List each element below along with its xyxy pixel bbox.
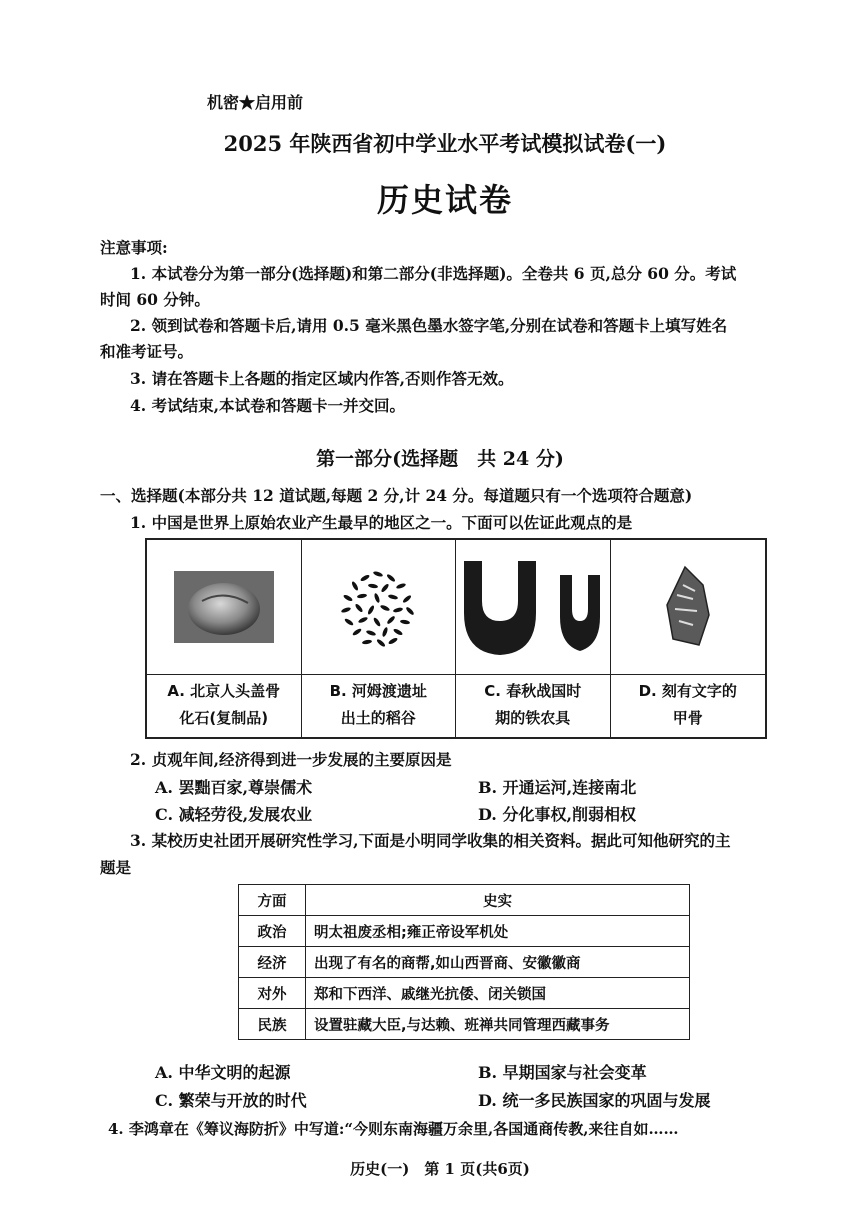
notice-item: 4. 考试结束,本试卷和答题卡一并交回。 (130, 396, 405, 415)
option-c-cell (456, 540, 611, 737)
notice-item: 时间 60 分钟。 (100, 290, 210, 309)
option-a-label: A. 北京人头盖骨 (167, 682, 281, 700)
question-1-stem: 1. 中国是世界上原始农业产生最早的地区之一。下面可以佐证此观点的是 (130, 513, 633, 532)
oracle-bone-image (611, 540, 766, 675)
option-c-label: C. 春秋战国时 (484, 682, 582, 700)
option-b: B. 开通运河,连接南北 (478, 778, 637, 797)
table-cell: 对外 (239, 978, 306, 1009)
confidential-label: 机密★启用前 (207, 93, 304, 112)
notice-item: 和准考证号。 (100, 342, 194, 361)
question-3-table (238, 884, 690, 1040)
table-row (239, 947, 690, 978)
table-cell: 出现了有名的商帮,如山西晋商、安徽徽商 (306, 947, 690, 978)
notice-item: 1. 本试卷分为第一部分(选择题)和第二部分(非选择题)。全卷共 6 页,总分 60 分。考试 (130, 264, 737, 283)
option-c: C. 繁荣与开放的时代 (155, 1091, 307, 1110)
option-c-label: 期的铁农具 (495, 709, 571, 727)
option-d: D. 分化事权,削弱相权 (478, 805, 637, 824)
option-a: A. 罢黜百家,尊崇儒术 (155, 778, 313, 797)
option-d-label: 甲骨 (672, 709, 703, 727)
notice-item: 3. 请在答题卡上各题的指定区域内作答,否则作答无效。 (130, 369, 514, 388)
table-cell: 经济 (239, 947, 306, 978)
option-d-cell (611, 540, 766, 737)
section-title: 第一部分(选择题 共 24 分) (316, 448, 564, 470)
exam-title: 2025 年陕西省初中学业水平考试模拟试卷(一) (223, 131, 667, 156)
question-3-stem: 3. 某校历史社团开展研究性学习,下面是小明同学收集的相关资料。据此可知他研究的主 (130, 831, 731, 850)
option-b-cell (302, 540, 457, 737)
table-row (239, 978, 690, 1009)
table-cell: 郑和下西洋、戚继光抗倭、闭关锁国 (306, 978, 690, 1009)
table-header-cell: 史实 (306, 885, 690, 916)
section-instruction: 一、选择题(本部分共 12 道试题,每题 2 分,计 24 分。每道题只有一个选项符合题意) (100, 486, 693, 505)
table-cell: 政治 (239, 916, 306, 947)
option-a-cell (147, 540, 302, 737)
question-2-stem: 2. 贞观年间,经济得到进一步发展的主要原因是 (130, 750, 452, 769)
subject-title: 历史试卷 (376, 181, 513, 219)
option-b: B. 早期国家与社会变革 (478, 1063, 647, 1082)
question-3-stem: 题是 (100, 858, 132, 877)
table-row (239, 916, 690, 947)
option-b-label: 出土的稻谷 (340, 709, 416, 727)
table-row (239, 1009, 690, 1040)
skull-fossil-image (147, 540, 301, 675)
option-c: C. 减轻劳役,发展农业 (155, 805, 313, 824)
question-1-image-table (145, 538, 767, 739)
option-b-label: B. 河姆渡遗址 (329, 682, 427, 700)
table-cell: 明太祖废丞相;雍正帝设军机处 (306, 916, 690, 947)
notice-item: 2. 领到试卷和答题卡后,请用 0.5 毫米黑色墨水签字笔,分别在试卷和答题卡上填写姓名 (130, 316, 728, 335)
table-cell: 设置驻藏大臣,与达赖、班禅共同管理西藏事务 (306, 1009, 690, 1040)
option-a: A. 中华文明的起源 (155, 1063, 291, 1082)
table-cell: 民族 (239, 1009, 306, 1040)
page-footer: 历史(一) 第 1 页(共6页) (350, 1160, 530, 1178)
option-a-label: 化石(复制品) (179, 709, 269, 727)
iron-tools-image (456, 540, 610, 675)
rice-grains-image (302, 540, 456, 675)
notice-heading: 注意事项: (100, 238, 168, 257)
question-4-stem: 4. 李鸿章在《筹议海防折》中写道:“今则东南海疆万余里,各国通商传教,来往自如…… (108, 1120, 679, 1138)
table-header-cell: 方面 (239, 885, 306, 916)
option-d-label: D. 刻有文字的 (638, 682, 737, 700)
table-header-row (239, 885, 690, 916)
option-d: D. 统一多民族国家的巩固与发展 (478, 1091, 711, 1110)
